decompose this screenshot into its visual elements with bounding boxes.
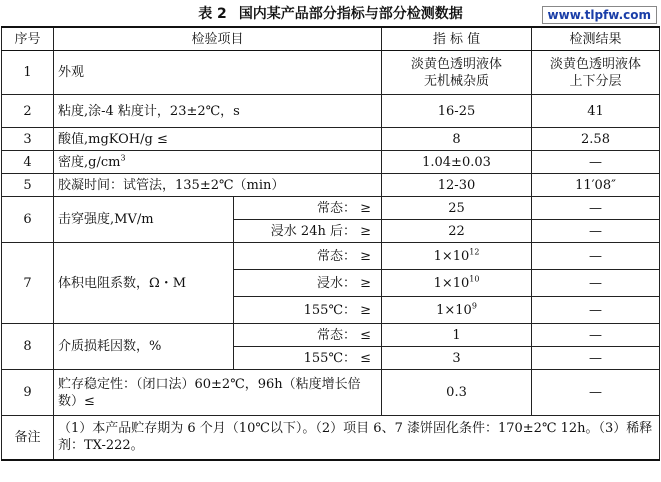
header-row [2, 27, 660, 51]
spec-table [1, 26, 660, 461]
row-result: — [532, 220, 660, 243]
spec-base: 1×10 [433, 275, 470, 291]
spec-exponent: 10 [469, 274, 480, 284]
spec-base: 1×10 [433, 248, 470, 264]
row-spec: 8 [382, 128, 532, 151]
row-result: 41 [532, 95, 660, 128]
row-subitem: 常态： ≥ [234, 197, 382, 220]
row-no: 9 [2, 370, 54, 416]
spec-exponent: 12 [469, 247, 480, 257]
row-no: 8 [2, 324, 54, 370]
header-spec: 指 标 值 [382, 27, 532, 51]
row-spec: 16-25 [382, 95, 532, 128]
table-row [2, 95, 660, 128]
spec-line: 无机械杂质 [424, 73, 490, 89]
table-row [2, 197, 660, 220]
spec-exponent: 9 [471, 301, 477, 311]
row-spec [382, 270, 532, 297]
row-result: — [532, 197, 660, 220]
row-result: — [532, 151, 660, 174]
row-no: 1 [2, 51, 54, 95]
row-no: 5 [2, 174, 54, 197]
row-spec [382, 243, 532, 270]
notes-row [2, 416, 660, 460]
row-item: 粘度,涂-4 粘度计，23±2℃，s [54, 95, 382, 128]
table-row [2, 243, 660, 270]
row-subitem: 155℃： ≤ [234, 347, 382, 370]
row-result: — [532, 324, 660, 347]
row-spec: 25 [382, 197, 532, 220]
row-result: — [532, 347, 660, 370]
row-no: 4 [2, 151, 54, 174]
row-result: 2.58 [532, 128, 660, 151]
row-item [54, 151, 382, 174]
row-spec: 3 [382, 347, 532, 370]
row-item: 体积电阻系数，Ω・M [54, 243, 234, 324]
row-item: 击穿强度,MV/m [54, 197, 234, 243]
table-row [2, 151, 660, 174]
row-item: 外观 [54, 51, 382, 95]
row-subitem: 常态： ≤ [234, 324, 382, 347]
row-spec: 12-30 [382, 174, 532, 197]
row-result: — [532, 370, 660, 416]
row-item: 介质损耗因数，% [54, 324, 234, 370]
spec-base: 1×10 [436, 302, 472, 318]
row-item: 酸值,mgKOH/g ≤ [54, 128, 382, 151]
row-result: 11′08″ [532, 174, 660, 197]
row-subitem: 浸水 24h 后： ≥ [234, 220, 382, 243]
table-number: 表 2 [198, 6, 227, 22]
table-row [2, 174, 660, 197]
unit-exponent: 3 [120, 153, 126, 163]
result-line: 淡黄色透明液体 [550, 56, 642, 72]
site-watermark: www.tlpfw.com [542, 6, 657, 24]
row-item: 贮存稳定性：（闭口法）60±2℃，96h（粘度增长倍数）≤ [54, 370, 382, 416]
row-result: — [532, 297, 660, 324]
row-subitem: 浸水： ≥ [234, 270, 382, 297]
row-no: 7 [2, 243, 54, 324]
row-subitem: 155℃： ≥ [234, 297, 382, 324]
row-no: 3 [2, 128, 54, 151]
row-spec [382, 51, 532, 95]
table-caption: 国内某产品部分指标与部分检测数据 [238, 6, 463, 22]
table-row [2, 51, 660, 95]
row-subitem: 常态： ≥ [234, 243, 382, 270]
row-result: — [532, 270, 660, 297]
row-result [532, 51, 660, 95]
row-result: — [532, 243, 660, 270]
header-result: 检测结果 [532, 27, 660, 51]
row-spec: 1.04±0.03 [382, 151, 532, 174]
row-no: 6 [2, 197, 54, 243]
row-spec: 22 [382, 220, 532, 243]
row-item: 胶凝时间：试管法，135±2℃（min） [54, 174, 382, 197]
header-no: 序号 [2, 27, 54, 51]
spec-line: 淡黄色透明液体 [411, 56, 503, 72]
item-text: 密度,g/cm [58, 154, 121, 170]
row-no: 2 [2, 95, 54, 128]
result-line: 上下分层 [569, 73, 622, 89]
row-spec [382, 297, 532, 324]
row-spec: 0.3 [382, 370, 532, 416]
table-row [2, 370, 660, 416]
row-spec: 1 [382, 324, 532, 347]
table-row [2, 324, 660, 347]
notes-label: 备注 [2, 416, 54, 460]
notes-text: （1）本产品贮存期为 6 个月（10℃以下）。（2）项目 6、7 漆饼固化条件：170±2℃ 12h。（3）稀释剂：TX-222。 [54, 416, 660, 460]
header-item: 检验项目 [54, 27, 382, 51]
table-row [2, 128, 660, 151]
